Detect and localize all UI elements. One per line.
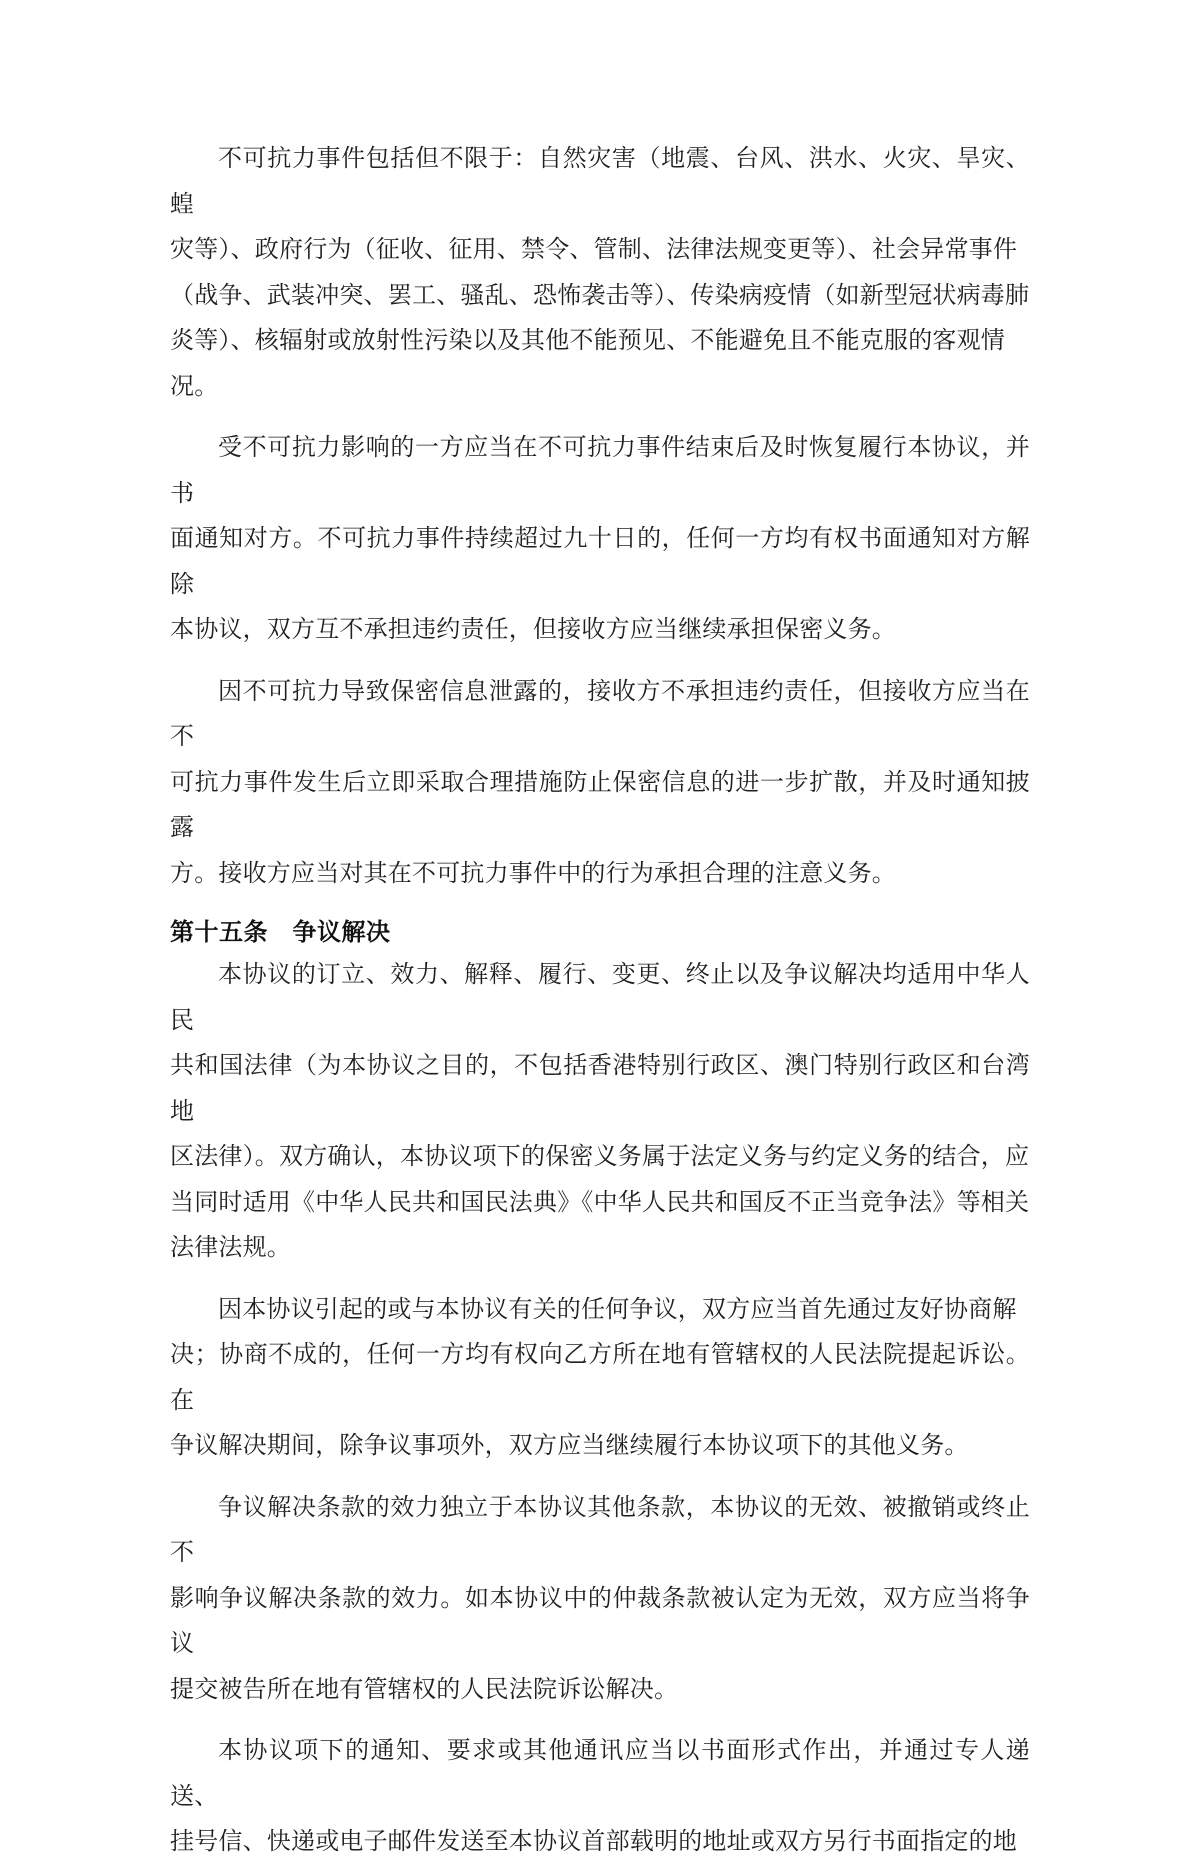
paragraph-dispute-clause-independence: 争议解决条款的效力独立于本协议其他条款，本协议的无效、被撤销或终止不 影响争议解决条款的效力。如本协议中的仲裁条款被认定为无效，双方应当将争议 提交被告所在地有管辖权的人民法院诉讼解决。: [170, 1492, 1030, 1703]
paragraph-force-majeure-events: 不可抗力事件包括但不限于：自然灾害（地震、台风、洪水、火灾、旱灾、蝗 灾等）、政府行为（征收、征用、禁令、管制、法律法规变更等）、社会异常事件 （战争、武装冲突、罢工、骚乱、恐怖袭击等）、传染病疫情（如新型冠状病毒肺 炎等）、核辐射或放射性污染以及其他不能预见、不能避免且不能克服的客观情 况。: [170, 144, 1030, 400]
paragraph-dispute-negotiation: 因本协议引起的或与本协议有关的任何争议，双方应当首先通过友好协商解 决；协商不成的，任何一方均有权向乙方所在地有管辖权的人民法院提起诉讼。在 争议解决期间，除争议事项外，双方应当继续履行本协议项下的其他义务。: [170, 1294, 1030, 1459]
paragraph-force-majeure-leak: 因不可抗力导致保密信息泄露的，接收方不承担违约责任，但接收方应当在不 可抗力事件发生后立即采取合理措施防止保密信息的进一步扩散，并及时通知披露 方。接收方应当对其在不可抗力事件中的行为承担合理的注意义务。: [170, 676, 1030, 887]
paragraph-force-majeure-resumption: 受不可抗力影响的一方应当在不可抗力事件结束后及时恢复履行本协议，并书 面通知对方。不可抗力事件持续超过九十日的，任何一方均有权书面通知对方解除 本协议，双方互不承担违约责任，但接收方应当继续承担保密义务。: [170, 433, 1030, 643]
document-body: [170, 136, 1030, 1865]
paragraph-governing-law: 本协议的订立、效力、解释、履行、变更、终止以及争议解决均适用中华人民 共和国法律（为本协议之目的，不包括香港特别行政区、澳门特别行政区和台湾地 区法律）。双方确认，本协议项下的保密义务属于法定义务与约定义务的结合，应 当同时适用《中华人民共和国民法典》《中华人民共和国反不正当竞争法》等相关 法律法规。: [170, 960, 1030, 1261]
paragraph-notices: 本协议项下的通知、要求或其他通讯应当以书面形式作出，并通过专人递送、 挂号信、快递或电子邮件发送至本协议首部载明的地址或双方另行书面指定的地: [170, 1736, 1030, 1855]
section-heading-dispute-resolution: 第十五条 争议解决: [170, 918, 391, 946]
